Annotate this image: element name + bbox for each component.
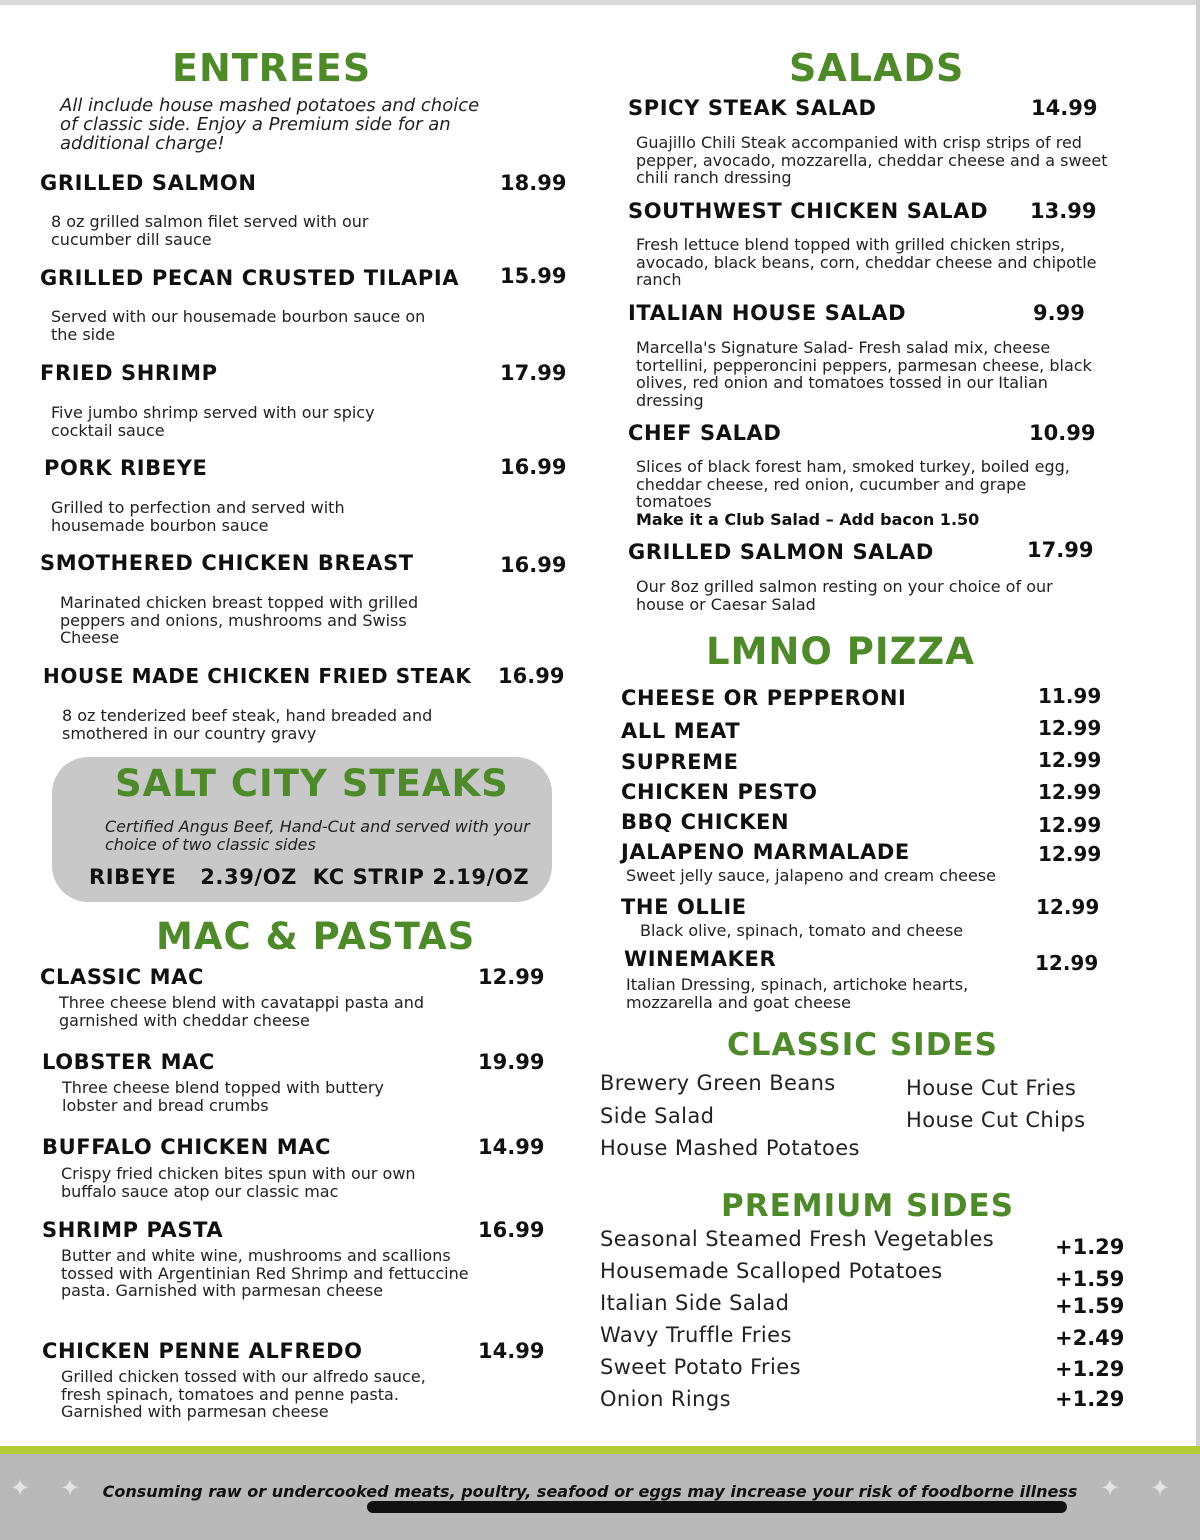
classic-side-item: House Mashed Potatoes bbox=[600, 1136, 860, 1160]
pizza-name: CHICKEN PESTO bbox=[621, 780, 818, 804]
pizza-name: WINEMAKER bbox=[624, 947, 777, 971]
pizza-price: 12.99 bbox=[1038, 780, 1102, 804]
salad-desc: Fresh lettuce blend topped with grilled chicken strips, avocado, black beans, corn, cheddar cheese and chipotle ranch bbox=[636, 235, 1097, 289]
pasta-price: 14.99 bbox=[478, 1339, 545, 1363]
pasta-name: LOBSTER MAC bbox=[42, 1050, 215, 1074]
pizza-desc: Black olive, spinach, tomato and cheese bbox=[640, 921, 964, 940]
salad-price: 14.99 bbox=[1031, 96, 1098, 120]
premium-side-name: Housemade Scalloped Potatoes bbox=[600, 1259, 943, 1283]
ornament-icon: ✦ bbox=[1150, 1474, 1171, 1502]
pasta-desc: Crispy fried chicken bites spun with our own buffalo sauce atop our classic mac bbox=[61, 1164, 416, 1201]
pizza-price: 11.99 bbox=[1038, 684, 1102, 708]
premium-sides-heading: PREMIUM SIDES bbox=[721, 1188, 1015, 1224]
home-indicator-bar bbox=[367, 1501, 1067, 1513]
salad-name: GRILLED SALMON SALAD bbox=[628, 540, 934, 564]
entree-price: 16.99 bbox=[498, 664, 565, 688]
entree-desc: 8 oz tenderized beef steak, hand breaded and smothered in our country gravy bbox=[62, 706, 433, 743]
pasta-desc: Butter and white wine, mushrooms and scallions tossed with Argentinian Red Shrimp and fettuccine pasta. Garnished with parmesan cheese bbox=[61, 1246, 469, 1300]
salad-price: 10.99 bbox=[1029, 421, 1096, 445]
food-safety-warning: Consuming raw or undercooked meats, poultry, seafood or eggs may increase your risk of foodborne illness bbox=[102, 1482, 1078, 1501]
entree-price: 18.99 bbox=[500, 171, 567, 195]
pizza-price: 12.99 bbox=[1036, 895, 1100, 919]
salad-name: ITALIAN HOUSE SALAD bbox=[628, 301, 907, 325]
entree-name: FRIED SHRIMP bbox=[40, 361, 218, 385]
right-border bbox=[1196, 0, 1200, 1450]
entree-price: 17.99 bbox=[500, 361, 567, 385]
pizza-name: BBQ CHICKEN bbox=[621, 810, 790, 834]
club-salad-addon: Make it a Club Salad – Add bacon 1.50 bbox=[636, 509, 980, 529]
salad-desc: Marcella's Signature Salad- Fresh salad mix, cheese tortellini, pepperoncini peppers, parmesan cheese, black olives, red onion and tomatoes tossed in our Italian dressing bbox=[636, 338, 1092, 410]
salad-desc: Guajillo Chili Steak accompanied with crisp strips of red pepper, avocado, mozzarella, cheddar cheese and a sweet chili ranch dressing bbox=[636, 133, 1108, 187]
salad-name: SPICY STEAK SALAD bbox=[628, 96, 877, 120]
premium-side-name: Onion Rings bbox=[600, 1387, 731, 1411]
entree-desc: Marinated chicken breast topped with grilled peppers and onions, mushrooms and Swiss Cheese bbox=[60, 593, 419, 647]
pizza-name: ALL MEAT bbox=[621, 719, 741, 743]
salad-desc bbox=[636, 458, 1076, 528]
ornament-icon: ✦ bbox=[60, 1474, 81, 1502]
premium-side-price: +1.29 bbox=[1055, 1235, 1125, 1259]
pasta-name: CHICKEN PENNE ALFREDO bbox=[42, 1339, 363, 1363]
pizza-name: THE OLLIE bbox=[621, 895, 747, 919]
premium-side-price: +1.29 bbox=[1055, 1387, 1125, 1411]
entree-name: PORK RIBEYE bbox=[44, 456, 208, 480]
pizza-price: 12.99 bbox=[1038, 842, 1102, 866]
footer-band bbox=[0, 1446, 1200, 1540]
entree-price: 15.99 bbox=[500, 264, 567, 288]
entree-desc: Grilled to perfection and served with housemade bourbon sauce bbox=[51, 498, 345, 535]
pizza-heading: LMNO PIZZA bbox=[706, 630, 975, 673]
premium-side-name: Sweet Potato Fries bbox=[600, 1355, 801, 1379]
pizza-desc: Italian Dressing, spinach, artichoke hearts, mozzarella and goat cheese bbox=[626, 975, 969, 1012]
pasta-price: 16.99 bbox=[478, 1218, 545, 1242]
pasta-name: SHRIMP PASTA bbox=[42, 1218, 224, 1242]
classic-side-item: House Cut Chips bbox=[906, 1108, 1086, 1132]
premium-side-name: Italian Side Salad bbox=[600, 1291, 790, 1315]
pizza-desc: Sweet jelly sauce, jalapeno and cream cheese bbox=[626, 866, 996, 885]
pasta-price: 12.99 bbox=[478, 965, 545, 989]
entree-desc: 8 oz grilled salmon filet served with our cucumber dill sauce bbox=[51, 212, 369, 249]
steaks-intro: Certified Angus Beef, Hand-Cut and served with your choice of two classic sides bbox=[105, 817, 530, 854]
classic-side-item: Side Salad bbox=[600, 1104, 715, 1128]
premium-side-price: +1.59 bbox=[1055, 1267, 1125, 1291]
premium-side-name: Wavy Truffle Fries bbox=[600, 1323, 792, 1347]
pasta-desc: Three cheese blend with cavatappi pasta and garnished with cheddar cheese bbox=[59, 993, 425, 1030]
salad-desc: Our 8oz grilled salmon resting on your choice of our house or Caesar Salad bbox=[636, 577, 1053, 614]
pizza-name: CHEESE OR PEPPERONI bbox=[621, 686, 907, 710]
steaks-prices: RIBEYE 2.39/OZ KC STRIP 2.19/OZ bbox=[89, 865, 530, 889]
footer-accent-stripe bbox=[0, 1446, 1200, 1454]
premium-side-price: +2.49 bbox=[1055, 1326, 1125, 1350]
entree-name: SMOTHERED CHICKEN BREAST bbox=[40, 551, 414, 575]
pasta-price: 14.99 bbox=[478, 1135, 545, 1159]
entree-name: HOUSE MADE CHICKEN FRIED STEAK bbox=[43, 664, 472, 688]
pizza-name: SUPREME bbox=[621, 750, 739, 774]
ornament-icon: ✦ bbox=[10, 1474, 31, 1502]
pasta-price: 19.99 bbox=[478, 1050, 545, 1074]
pizza-name: JALAPENO MARMALADE bbox=[621, 840, 910, 864]
entree-name: GRILLED SALMON bbox=[40, 171, 257, 195]
salad-name: SOUTHWEST CHICKEN SALAD bbox=[628, 199, 989, 223]
entree-name: GRILLED PECAN CRUSTED TILAPIA bbox=[40, 266, 460, 290]
pizza-price: 12.99 bbox=[1038, 813, 1102, 837]
classic-sides-heading: CLASSIC SIDES bbox=[727, 1027, 998, 1063]
salad-desc-text: Slices of black forest ham, smoked turkey, boiled egg, cheddar cheese, red onion, cucumber and grape tomatoes bbox=[636, 457, 1070, 511]
pizza-price: 12.99 bbox=[1038, 716, 1102, 740]
pasta-desc: Three cheese blend topped with buttery lobster and bread crumbs bbox=[62, 1078, 384, 1115]
entree-price: 16.99 bbox=[500, 455, 567, 479]
pasta-name: BUFFALO CHICKEN MAC bbox=[42, 1135, 332, 1159]
entree-desc: Five jumbo shrimp served with our spicy cocktail sauce bbox=[51, 403, 375, 440]
premium-side-name: Seasonal Steamed Fresh Vegetables bbox=[600, 1227, 995, 1251]
salad-price: 17.99 bbox=[1027, 538, 1094, 562]
pastas-heading: MAC & PASTAS bbox=[156, 915, 476, 958]
pizza-price: 12.99 bbox=[1035, 951, 1099, 975]
premium-side-price: +1.29 bbox=[1055, 1357, 1125, 1381]
entrees-intro: All include house mashed potatoes and choice of classic side. Enjoy a Premium side for an additional charge! bbox=[60, 95, 480, 154]
entree-price: 16.99 bbox=[500, 553, 567, 577]
steaks-heading: SALT CITY STEAKS bbox=[115, 762, 509, 805]
classic-side-item: House Cut Fries bbox=[906, 1076, 1077, 1100]
ornament-icon: ✦ bbox=[1100, 1474, 1121, 1502]
top-border bbox=[0, 0, 1200, 5]
salad-name: CHEF SALAD bbox=[628, 421, 782, 445]
pasta-name: CLASSIC MAC bbox=[40, 965, 205, 989]
entrees-heading: ENTREES bbox=[172, 46, 372, 90]
salads-heading: SALADS bbox=[789, 46, 965, 90]
entree-desc: Served with our housemade bourbon sauce on the side bbox=[51, 307, 426, 344]
pasta-desc: Grilled chicken tossed with our alfredo sauce, fresh spinach, tomatoes and penne pasta. Garnished with parmesan cheese bbox=[61, 1367, 426, 1421]
pizza-price: 12.99 bbox=[1038, 748, 1102, 772]
salad-price: 13.99 bbox=[1030, 199, 1097, 223]
salad-price: 9.99 bbox=[1033, 301, 1085, 325]
classic-side-item: Brewery Green Beans bbox=[600, 1071, 836, 1095]
premium-side-price: +1.59 bbox=[1055, 1294, 1125, 1318]
